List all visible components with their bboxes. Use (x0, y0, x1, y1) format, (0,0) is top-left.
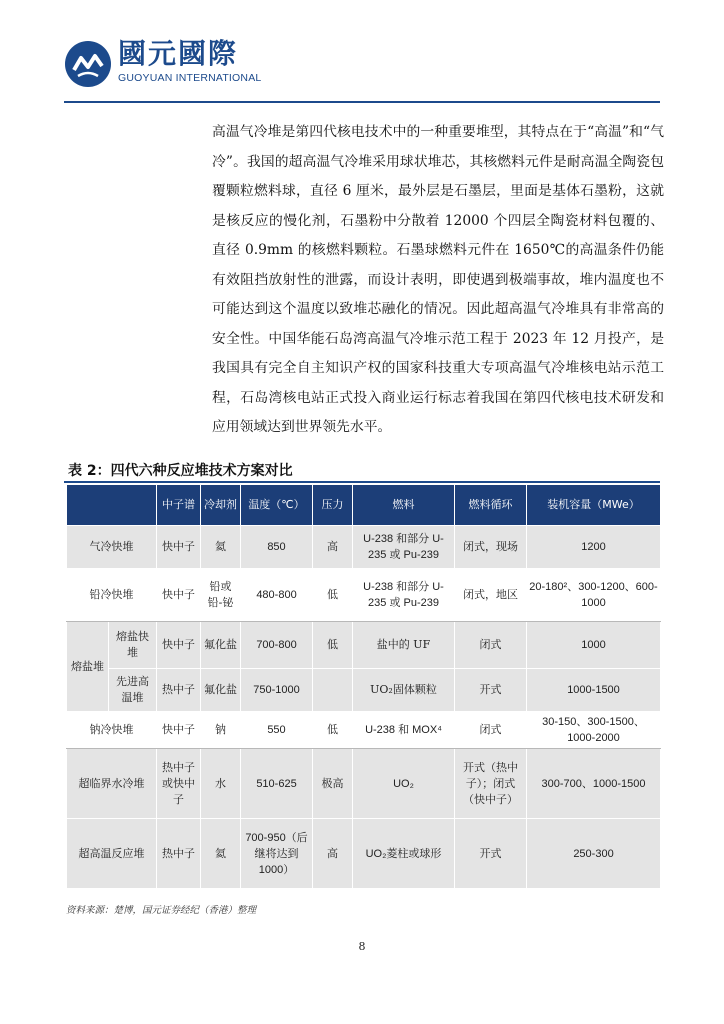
table-row (67, 712, 661, 749)
source-note: 资料来源：楚博，国元证券经纪（香港）整理 (66, 905, 257, 916)
cell-fuel: U-238 和 MOX⁴ (353, 712, 455, 749)
header-temperature: 温度（℃） (241, 485, 313, 526)
cell-temperature: 750-1000 (241, 669, 313, 712)
header-pressure: 压力 (313, 485, 353, 526)
header-divider (64, 101, 660, 103)
header-coolant: 冷却剂 (201, 485, 241, 526)
cell-capacity: 250-300 (527, 819, 661, 889)
cell-coolant: 钠 (201, 712, 241, 749)
cell-pressure: 高 (313, 819, 353, 889)
reactor-comparison-table (66, 484, 661, 889)
cell-fuel: UO₂ (353, 749, 455, 819)
logo-english-name: GUOYUAN INTERNATIONAL (118, 72, 262, 84)
cell-fuel-cycle: 闭式，地区 (455, 569, 527, 622)
row-name: 铅冷快堆 (67, 569, 157, 622)
cell-spectrum: 热中子 (157, 819, 201, 889)
cell-pressure: 低 (313, 569, 353, 622)
row-name: 先进高温堆 (109, 669, 157, 712)
header-fuel: 燃料 (353, 485, 455, 526)
cell-pressure: 高 (313, 526, 353, 569)
cell-fuel-cycle: 开式（热中子）；闭式（快中子） (455, 749, 527, 819)
cell-spectrum: 热中子或快中子 (157, 749, 201, 819)
cell-fuel: 盐中的 UF (353, 622, 455, 669)
cell-pressure: 极高 (313, 749, 353, 819)
cell-capacity: 1000 (527, 622, 661, 669)
page-number: 8 (358, 940, 366, 953)
cell-spectrum: 热中子 (157, 669, 201, 712)
logo-chinese-name: 國元國際 (118, 37, 239, 70)
table-title-divider (64, 481, 660, 483)
header-blank (67, 485, 157, 526)
table-row (67, 749, 661, 819)
cell-temperature: 480-800 (241, 569, 313, 622)
cell-coolant: 氦 (201, 526, 241, 569)
table-row (67, 526, 661, 569)
cell-capacity: 300-700、1000-1500 (527, 749, 661, 819)
cell-fuel-cycle: 闭式，现场 (455, 526, 527, 569)
cell-coolant: 水 (201, 749, 241, 819)
cell-fuel-cycle: 开式 (455, 819, 527, 889)
cell-spectrum: 快中子 (157, 569, 201, 622)
cell-fuel-cycle: 闭式 (455, 622, 527, 669)
row-name: 熔盐快堆 (109, 622, 157, 669)
cell-pressure (313, 669, 353, 712)
table-header-row (67, 485, 661, 526)
body-paragraph (212, 118, 664, 443)
cell-capacity: 1000-1500 (527, 669, 661, 712)
row-name: 超临界水冷堆 (67, 749, 157, 819)
table-row (67, 819, 661, 889)
cell-coolant: 氦 (201, 819, 241, 889)
paragraph-text: 高温气冷堆是第四代核电技术中的一种重要堆型，其特点在于“高温”和“气冷”。我国的超高温气冷堆采用球状堆芯，其核燃料元件是耐高温全陶瓷包覆颗粒燃料球，直径 6 厘米，最外层是石墨层，里面是基体石墨粉，这就是核反应的慢化剂，石墨粉中分散着 12000 个四层全陶瓷材料包覆的、直径 0.9mm 的核燃料颗粒。石墨球燃料元件在 1650℃的高温条件仍能有效阻挡放射性的泄露，而设计表明，即使遇到极端事故，堆内温度也不可能达到这个温度以致堆芯融化的情况。因此超高温气冷堆具有非常高的安全性。中国华能石岛湾高温气冷堆示范工程于 2023 年 12 月投产，是我国具有完全自主知识产权的国家科技重大专项高温气冷堆核电站示范工程，石岛湾核电站正式投入商业运行标志着我国在第四代核电技术研发和应用领域达到世界领先水平。 (212, 124, 664, 435)
cell-temperature: 700-950（后继将达到 1000） (241, 819, 313, 889)
cell-spectrum: 快中子 (157, 622, 201, 669)
cell-fuel: U-238 和部分 U-235 或 Pu-239 (353, 569, 455, 622)
cell-capacity: 20-180²、300-1200、600-1000 (527, 569, 661, 622)
cell-spectrum: 快中子 (157, 712, 201, 749)
table-row (67, 622, 661, 669)
header-spectrum: 中子谱 (157, 485, 201, 526)
cell-capacity: 30-150、300-1500、1000-2000 (527, 712, 661, 749)
group-name-msr: 熔盐堆 (67, 622, 109, 712)
cell-fuel-cycle: 开式 (455, 669, 527, 712)
cell-fuel: U-238 和部分 U-235 或 Pu-239 (353, 526, 455, 569)
row-name: 超高温反应堆 (67, 819, 157, 889)
table-row (67, 669, 661, 712)
cell-coolant: 氟化盐 (201, 622, 241, 669)
guoyuan-logo-icon (64, 40, 112, 88)
cell-pressure: 低 (313, 622, 353, 669)
header-capacity: 装机容量（MWe） (527, 485, 661, 526)
cell-fuel: UO₂固体颗粒 (353, 669, 455, 712)
cell-capacity: 1200 (527, 526, 661, 569)
row-name: 气冷快堆 (67, 526, 157, 569)
cell-coolant: 铅或铅-铋 (201, 569, 241, 622)
cell-temperature: 550 (241, 712, 313, 749)
cell-fuel-cycle: 闭式 (455, 712, 527, 749)
cell-pressure: 低 (313, 712, 353, 749)
cell-spectrum: 快中子 (157, 526, 201, 569)
row-name: 钠冷快堆 (67, 712, 157, 749)
cell-fuel: UO₂菱柱或球形 (353, 819, 455, 889)
cell-temperature: 510-625 (241, 749, 313, 819)
header-fuel-cycle: 燃料循环 (455, 485, 527, 526)
table-row (67, 569, 661, 622)
table-title: 表 2：四代六种反应堆技术方案对比 (68, 463, 293, 479)
cell-temperature: 700-800 (241, 622, 313, 669)
cell-coolant: 氟化盐 (201, 669, 241, 712)
page-header (64, 38, 364, 90)
cell-temperature: 850 (241, 526, 313, 569)
